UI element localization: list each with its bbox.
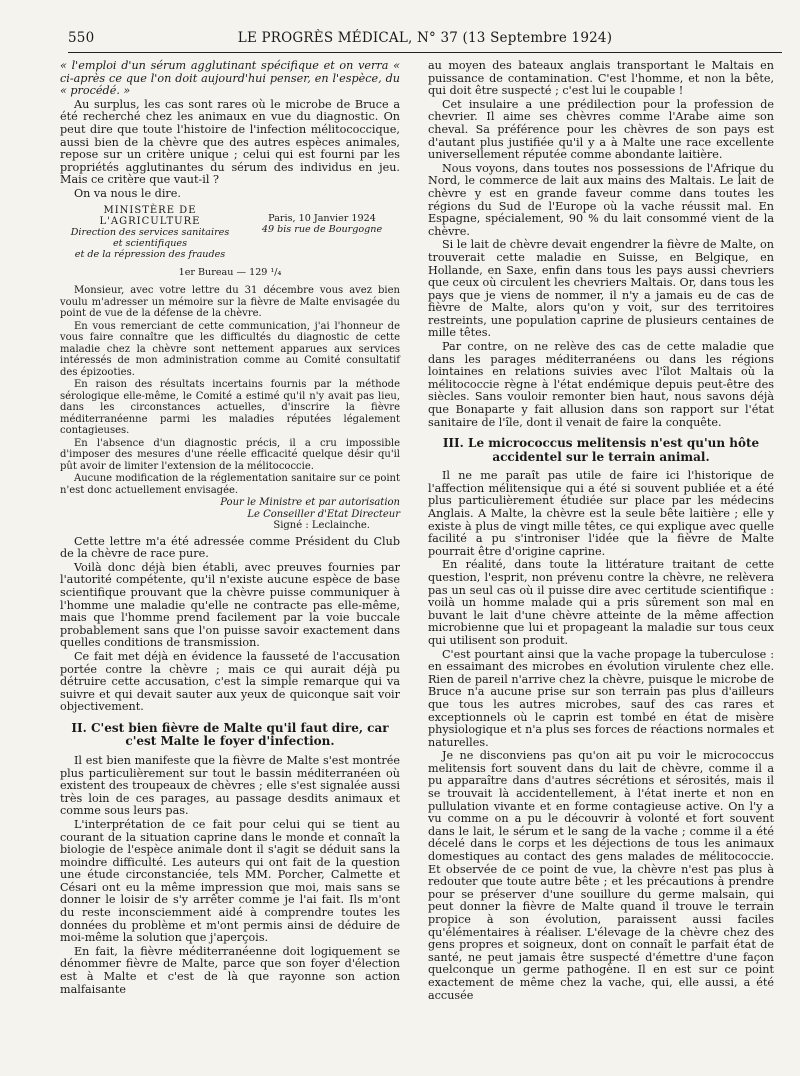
letterhead-date-block	[252, 213, 392, 235]
letter-paragraph: Monsieur, avec votre lettre du 31 décembre vous avez bien voulu m'adresser un mémoire sur la fièvre de Malte envisagée du point de vue de la défense de la chèvre.	[60, 285, 400, 320]
header-rule	[68, 52, 782, 53]
paragraph: « l'emploi d'un sérum agglutinant spécifique et on verra « ci-après ce que l'on doit aujourd'hui penser, en l'espèce, du « procédé. »	[60, 59, 400, 98]
department-line: et de la répression des fraudes	[74, 248, 226, 260]
section-heading: III. Le micrococcus melitensis n'est qu'un hôte accidentel sur le terrain animal.	[442, 436, 760, 464]
right-column	[428, 60, 774, 1003]
section-heading: II. C'est bien fièvre de Malte qu'il faut dire, car c'est Malte le foyer d'infection.	[71, 720, 389, 749]
running-title: LE PROGRÈS MÉDICAL, N° 37 (13 Septembre 1924)	[237, 30, 613, 46]
paragraph: Ce fait met déjà en évidence la fausseté de l'accusation portée contre la chèvre ; mais ce qui aurait déjà pu détruire cette accusation, c'est la simple remarque qui va suivre et qui devait sauter aux yeux de quiconque sait voir objectivement.	[60, 649, 400, 714]
paragraph: Si le lait de chèvre devait engendrer la fièvre de Malte, on trouverait cette maladie en Suisse, en Belgique, en Hollande, en Saxe, enfin dans tous les pays aussi chevriers que ceux où circulent les chevriers Maltais. Or, dans tous les pays que je viens de nommer, il n'y a jamais eu de cas de fièvre de Malte, alors qu'on y voit, sur des territoires restreints, une population caprine de plusieurs centaines de mille têtes.	[428, 238, 774, 340]
paragraph: Cet insulaire a une prédilection pour la profession de chevrier. Il aime ses chèvres comme l'Arabe aime son cheval. Sa préférence pour les chèvres de son pays est d'autant plus justifiée qu'il y a à Malte une race excellente universellement réputée comme abondante laitière.	[428, 97, 774, 162]
page-header	[68, 30, 782, 48]
paragraph: Voilà donc déjà bien établi, avec preuves fournies par l'autorité compétente, qu'il n'existe aucune espèce de base scientifique prouvant que la chèvre puisse communiquer à l'homme une maladie qu'elle ne contracte pas elle-même, mais que l'homme prend facilement par la voie buccale probablement sans que l'on puisse savoir exactement dans quelles conditions de transmission.	[60, 560, 400, 650]
letter-date: Paris, 10 Janvier 1924	[268, 212, 376, 224]
paragraph: En fait, la fièvre méditerranéenne doit logiquement se dénommer fièvre de Malte, parce que son foyer d'élection est à Malte et c'est de là que rayonne son action malfaisante	[60, 944, 400, 996]
letter-paragraph: En raison des résultats incertains fournis par la méthode sérologique elle-même, le Comité a estimé qu'il n'y avait pas lieu, dans les circonstances actuelles, d'inscrire la fièvre méditerranéenne parmi les maladies réputées légalement contagieuses.	[60, 379, 400, 437]
paragraph: C'est pourtant ainsi que la vache propage la tuberculose : en essaimant des microbes en évolution virulente chez elle. Rien de pareil n'arrive chez la chèvre, puisque le microbe de Bruce n'a aucune prise sur son terrain pas plus d'ailleurs que tous les autres microbes, sauf des cas rares et exceptionnels où le caprin est tombé en état de misère physiologique et n'a plus ses forces de réactions normales et naturelles.	[428, 647, 774, 749]
paragraph: Il est bien manifeste que la fièvre de Malte s'est montrée plus particulièrement sur tout le bassin méditerranéen où existent des troupeaux de chèvres ; elle s'est signalée aussi très loin de ces parages, au passage desdits animaux et comme sous leurs pas.	[60, 753, 400, 818]
bureau-reference: 1er Bureau — 129 ¹/₄	[178, 266, 282, 278]
paragraph: En réalité, dans toute la littérature traitant de cette question, l'esprit, non prévenu contre la chèvre, ne relèvera pas un seul cas où il puisse dire avec certitude scientifique : voilà un homme malade qui a pris sûrement son mal en buvant le lait d'une chèvre atteinte de la même affection microbienne que lui et propageant la maladie sur tous ceux qui utilisent son produit.	[428, 558, 774, 647]
signature-line: Pour le Ministre et par autorisation	[220, 497, 400, 509]
department-line: Direction des services sanitaires	[70, 226, 230, 238]
paragraph: au moyen des bateaux anglais transportant le Maltais en puissance de contamination. C'est l'homme, et non la bête, qui doit être suspecté ; c'est lui le coupable !	[428, 59, 774, 98]
paragraph: Je ne disconviens pas qu'on ait pu voir le micrococcus melitensis fort souvent dans du lait de chèvre, comme il a pu apparaître dans d'autres sécrétions et sérosités, mais il se trouvait là accidentellement, à l'état inerte et non en pullulation vivante et en forme contagieuse active. On l'y a vu comme on a pu le découvrir à volonté et fort souvent dans le lait, le sérum et le sang de la vache ; comme il a été décelé dans le corps et les déjections de tous les animaux domestiques au contact des gens malades de mélitococcie. Et observée de ce point de vue, la chèvre n'est pas plus à redouter que toute autre bête ; et les précautions à prendre pour se préserver d'une souillure du germe malsain, qui peut donner la fièvre de Malte quand il trouve le terrain propice à son évolution, paraissent aussi faciles qu'élémentaires à réaliser. L'élevage de la chèvre chez des gens propres et soigneux, dont on connaît le parfait état de santé, ne peut jamais être suspecté d'émettre d'une façon quelconque un germe pathogène. Il en est sur ce point exactement de même chez la vache, qui, elle aussi, a été accusée	[428, 749, 774, 1002]
page-number: 550	[68, 30, 95, 46]
signature-line: Le Conseiller d'Etat Directeur	[247, 508, 400, 520]
paragraph: Nous voyons, dans toutes nos possessions de l'Afrique du Nord, le commerce de lait aux mains des Maltais. Le lait de chèvre y est en grande faveur comme dans toutes les régions du Sud de l'Europe où la vache réussit mal. En Espagne, spécialement, 90 % du lait consommé vient de la chèvre.	[428, 161, 774, 238]
letter-paragraph: En l'absence d'un diagnostic précis, il a cru impossible d'imposer des mesures d'une réelle efficacité quelque désir qu'il pût avoir de limiter l'extension de la mélitococcie.	[60, 437, 400, 472]
paragraph: Par contre, on ne relève des cas de cette maladie que dans les parages méditerranéens ou dans les régions lointaines en relations suivies avec l'îlot Maltais où la mélitococcie règne à l'état endémique depuis peut-être des siècles. Sans vouloir remonter bien haut, nous savons déjà que Bonaparte y fait allusion dans son rapport sur l'état sanitaire de l'île, dont il venait de faire la conquête.	[428, 340, 774, 429]
ministry-name: MINISTÈRE DE L'AGRICULTURE	[99, 204, 201, 227]
signature-name: Signé : Leclainche.	[273, 520, 370, 532]
paragraph: On va nous le dire.	[74, 186, 181, 200]
department-line: et scientifiques	[112, 237, 188, 249]
letterhead-sender	[60, 205, 240, 260]
ministry-letter	[60, 285, 400, 532]
letter-paragraph: En vous remerciant de cette communication, j'ai l'honneur de vous faire connaître que les difficultés du diagnostic de cette maladie chez la chèvre sont nettement apparues aux services intéressés de mon administration comme au Comité consultatif des épizooties.	[60, 320, 400, 378]
letter-paragraph: Aucune modification de la réglementation sanitaire sur ce point n'est donc actuellement envisagée.	[60, 473, 400, 496]
letter-address: 49 bis rue de Bourgogne	[261, 223, 383, 235]
paragraph: Au surplus, les cas sont rares où le microbe de Bruce a été recherché chez les animaux en vue du diagnostic. On peut dire que toute l'histoire de l'infection mélitococcique, aussi bien de la chèvre que des autres espèces animales, repose sur un critère unique ; celui qui est fourni par les propriétés agglutinantes du sérum des individus en jeu. Mais ce critère que vaut-il ?	[60, 97, 400, 187]
paragraph: Cette lettre m'a été adressée comme Président du Club de la chèvre de race pure.	[60, 534, 400, 561]
letterhead	[60, 205, 400, 265]
paragraph: Il ne me paraît pas utile de faire ici l'historique de l'affection mélitensique qui a été si souvent publiée et a été plus particulièrement étudiée sur place par les médecins Anglais. A Malte, la chèvre est la seule bête laitière ; elle y existe à plus de vingt mille têtes, ce qui explique avec quelle facilité a pu s'introniser l'idée que la fièvre de Malte pourrait être d'origine caprine.	[428, 469, 774, 558]
left-column	[60, 60, 400, 997]
paragraph: L'interprétation de ce fait pour celui qui se tient au courant de la situation caprine dans le monde et connaît la biologie de l'espèce animale dont il s'agit se déduit sans la moindre difficulté. Les auteurs qui ont fait de la question une étude circonstanciée, tels MM. Porcher, Calmette et Césari ont eu la même impression que moi, mais sans se donner le loisir de s'y arrêter comme je l'ai fait. Ils m'ont du reste inconsciemment aidé à comprendre toutes les données du problème et m'ont permis ainsi de déduire de moi-même la solution que j'aperçois.	[60, 817, 400, 945]
